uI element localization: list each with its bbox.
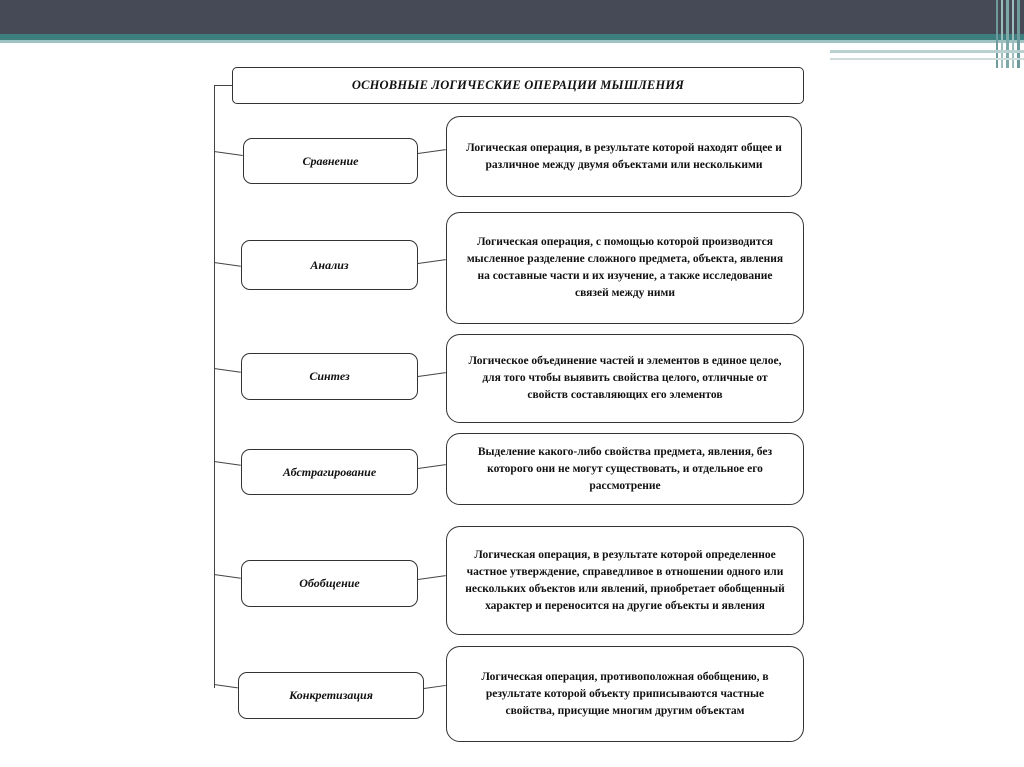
- title-connector: [214, 85, 232, 86]
- description-box: [446, 212, 804, 324]
- operation-label: Обобщение: [299, 576, 360, 590]
- desc-connector: [418, 464, 446, 469]
- operation-box-synthesis: [241, 353, 418, 400]
- branch-connector: [214, 461, 241, 466]
- operation-label: Абстрагирование: [282, 464, 377, 479]
- description-box: [446, 526, 804, 635]
- desc-connector: [424, 685, 446, 689]
- description-box: [446, 334, 804, 423]
- branch-connector: [214, 684, 238, 688]
- operation-box-analysis: [241, 240, 418, 290]
- branch-connector: [214, 368, 241, 373]
- operation-box-comparison: [243, 138, 418, 184]
- branch-connector: [214, 262, 241, 267]
- diagram-title: ОСНОВНЫЕ ЛОГИЧЕСКИЕ ОПЕРАЦИИ МЫШЛЕНИЯ: [351, 78, 685, 92]
- description-text: Выделение какого-либо свойства предмета, явления, без которого они не могут существовать, и отдельное его рассмотрение: [477, 445, 773, 492]
- description-text: Логическое объединение частей и элементов в единое целое, для того чтобы выявить свойства целого, отличные от свойств составляющих его элементов: [468, 355, 782, 401]
- branch-connector: [214, 574, 241, 579]
- operation-label: Конкретизация: [289, 688, 373, 702]
- description-text: Логическая операция, с помощью которой производится мысленное разделение сложного предмета, объекта, явления на составные части и их изучение, а также исследование связей между ними: [466, 236, 784, 299]
- description-box: [446, 646, 804, 742]
- operation-label: Синтез: [309, 369, 350, 383]
- description-text: Логическая операция, в результате которой определенное частное утверждение, справедливое в отношении одного или нескольких объектов или явлений, приобретает обобщенный характер и переносится на другие объекты и явления: [465, 548, 785, 612]
- desc-connector: [418, 575, 446, 580]
- branch-connector: [214, 151, 243, 156]
- operation-box-generalization: [241, 560, 418, 607]
- diagram-title-box: [232, 67, 804, 104]
- desc-connector: [418, 149, 446, 154]
- desc-connector: [418, 372, 446, 377]
- desc-connector: [418, 259, 446, 264]
- description-box: [446, 433, 804, 505]
- operation-label: Анализ: [310, 257, 349, 272]
- description-box: [446, 116, 802, 197]
- description-text: Логическая операция, в результате которой находят общее и различное между двумя объектами или несколькими: [466, 141, 782, 171]
- trunk-connector: [214, 85, 215, 688]
- operation-label: Сравнение: [302, 153, 359, 168]
- description-text: Логическая операция, противоположная обобщению, в результате которой объекту приписываются частные свойства, присущие многим другим объектам: [481, 670, 769, 717]
- operation-box-concretization: [238, 672, 424, 719]
- operation-box-abstraction: [241, 449, 418, 495]
